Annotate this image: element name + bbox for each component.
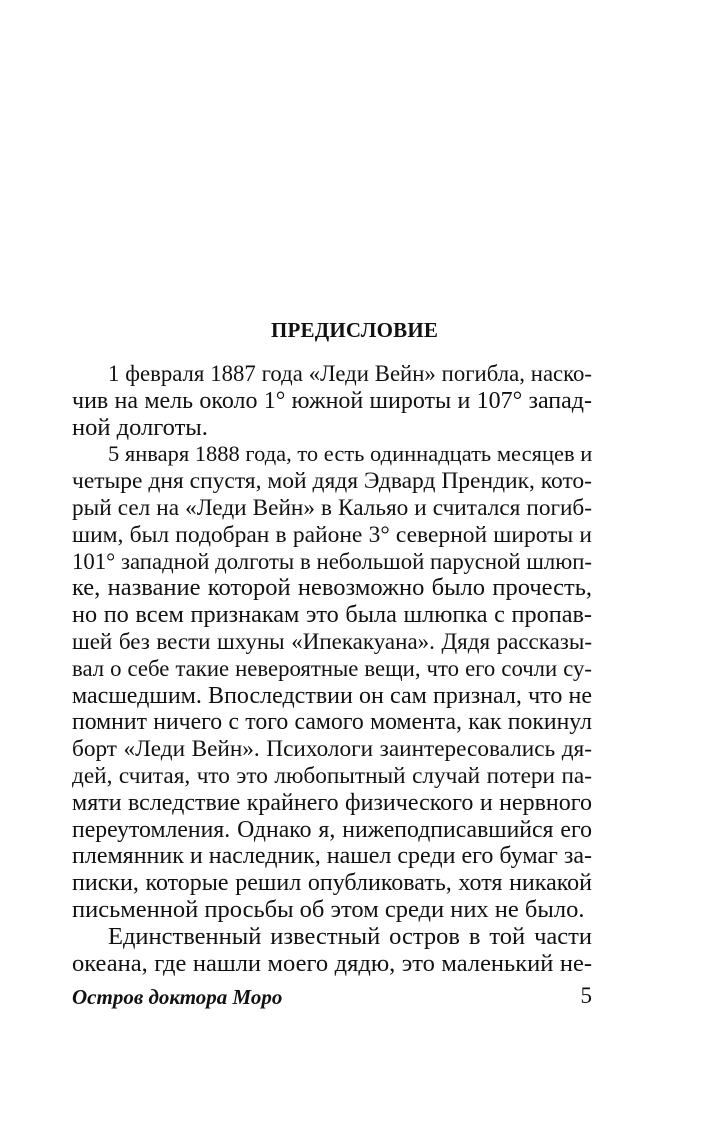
text-line: писки, которые решил опубликовать, хотя никакой	[72, 870, 592, 897]
text-line: переутомления. Однако я, нижеподписавшийся его	[72, 816, 592, 843]
text-line: вал о себе такие невероятные вещи, что его сочли су-	[72, 655, 592, 681]
text-line: мяти вследствие крайнего физического и нервного	[72, 789, 592, 816]
page-number: 5	[580, 983, 592, 1008]
text-line: но по всем признакам это была шлюпка с пропав-	[72, 601, 592, 629]
text-line: шим, был подобран в районе 3° северной широты и	[72, 521, 592, 548]
text-line: дей, считая, что это любопытный случай потери па-	[72, 762, 592, 789]
text-line: 101° западной долготы в небольшой парусной шлюп-	[72, 548, 592, 574]
text-line: шей без вести шхуны «Ипекакуана». Дядя рассказы-	[72, 628, 592, 654]
body-text	[72, 361, 592, 977]
text-line: масшедшим. Впоследствии он сам признал, что не	[72, 682, 592, 709]
chapter-heading: ПРЕДИСЛОВИЕ	[270, 318, 439, 342]
text-line: Единственный известный остров в той части	[108, 922, 592, 950]
text-line: океана, где нашли моего дядю, это маленький не-	[72, 949, 592, 977]
text-line: чив на мель около 1° южной широты и 107° запад-	[72, 387, 592, 414]
text-line: ке, название которой невозможно было прочесть,	[72, 574, 592, 602]
text-line: четыре дня спустя, мой дядя Эдвард Прендик, кото-	[72, 468, 592, 495]
text-line: ной долготы.	[72, 413, 208, 441]
text-line: помнит ничего с того самого момента, как покинул	[72, 709, 592, 736]
text-line: 1 февраля 1887 года «Леди Вейн» погибла, наско-	[108, 361, 592, 386]
text-line: племянник и наследник, нашел среди его бумаг за-	[72, 843, 592, 870]
running-footer-title: Остров доктора Моро	[72, 985, 283, 1009]
text-line: борт «Леди Вейн». Психологи заинтересовались дя-	[72, 736, 592, 763]
text-line: рый сел на «Леди Вейн» в Кальяо и считался погиб-	[72, 494, 592, 521]
text-line: 5 января 1888 года, то есть одиннадцать месяцев и	[108, 441, 593, 467]
text-line: письменной просьбы об этом среди них не было.	[72, 895, 585, 923]
